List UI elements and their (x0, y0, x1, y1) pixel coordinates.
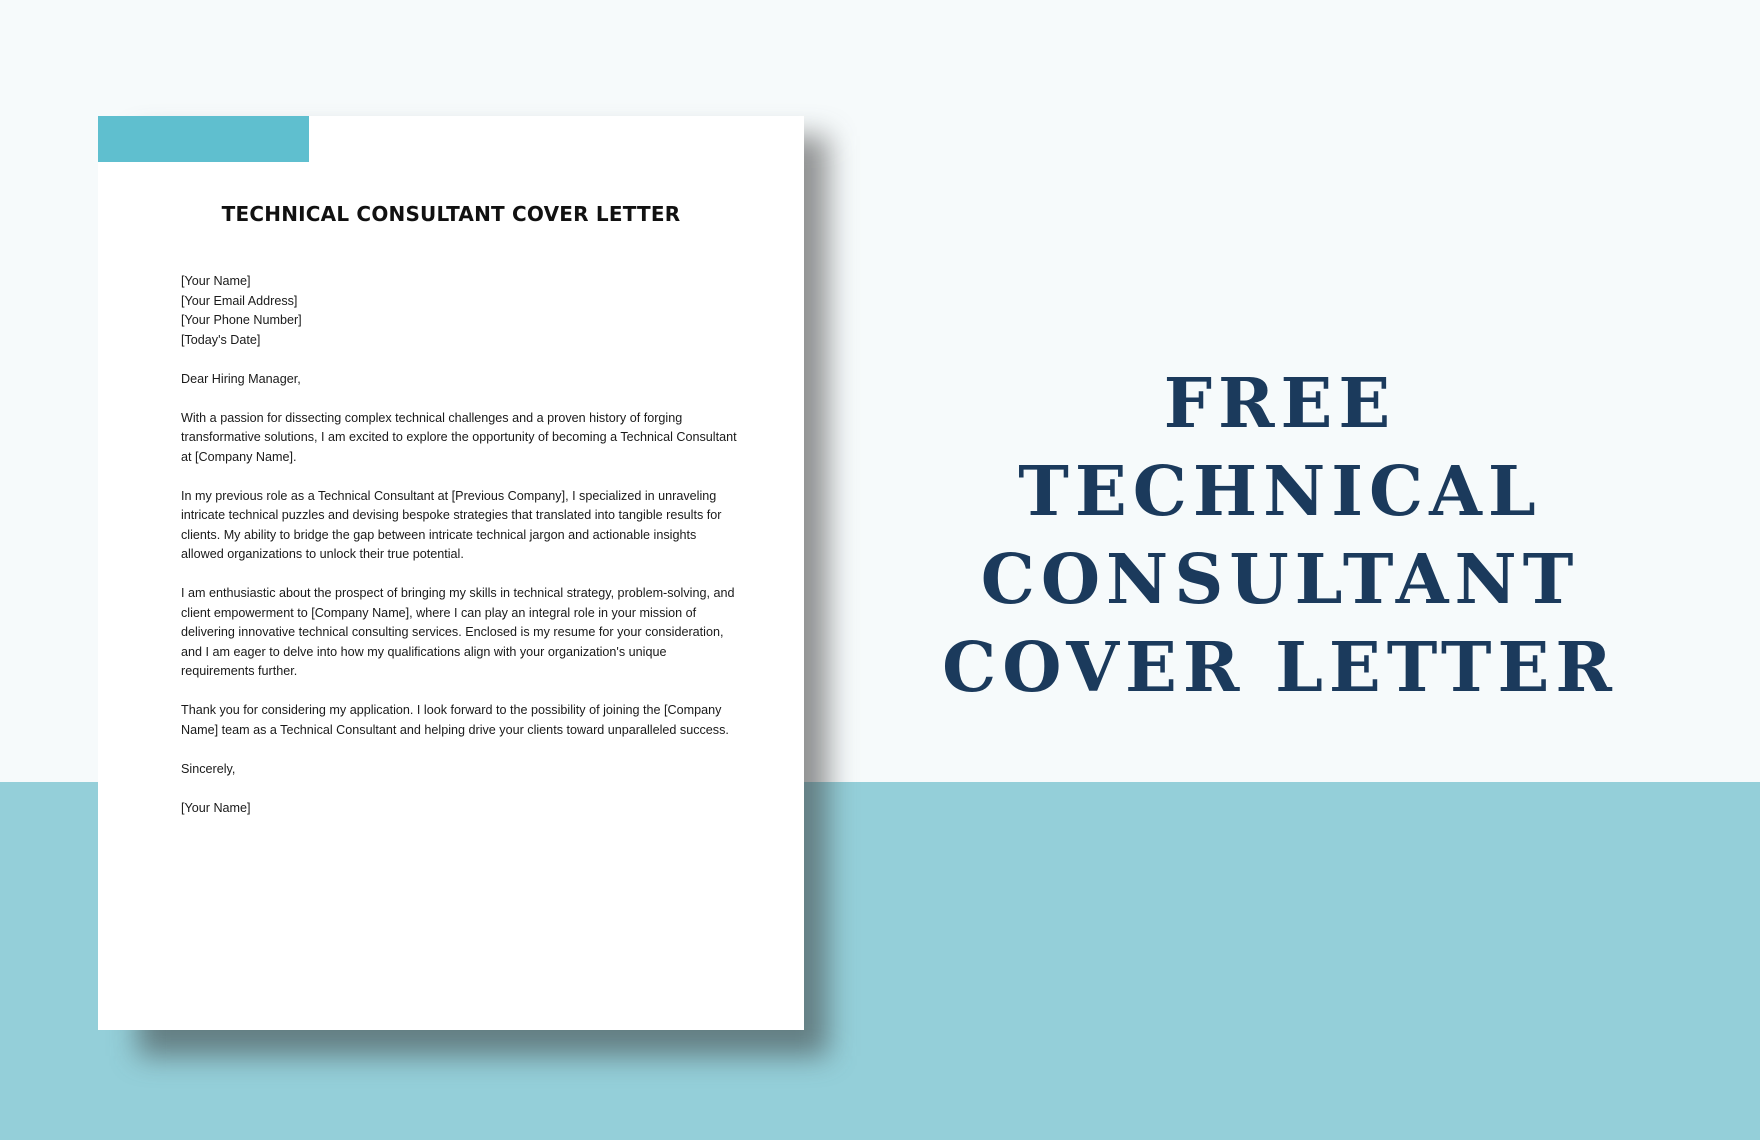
salutation: Dear Hiring Manager, (181, 371, 301, 386)
paragraph-1: With a passion for dissecting complex technical challenges and a proven history of forging transformative solutions, I am excited to explore the opportunity of becoming a Technical Consultant at [Company Name]. (181, 410, 737, 464)
hero-title (900, 360, 1660, 712)
sender-phone: [Your Phone Number] (181, 313, 302, 327)
sender-date: [Today's Date] (181, 332, 261, 347)
letter-page (98, 116, 804, 1030)
document-title: TECHNICAL CONSULTANT COVER LETTER (221, 202, 681, 226)
accent-tab (98, 116, 309, 162)
letter-body (181, 272, 741, 838)
closing: Sincerely, (181, 761, 236, 776)
signature: [Your Name] (181, 800, 251, 815)
hero-line-3: COVER LETTER (942, 628, 1618, 708)
hero-line-2: CONSULTANT (980, 540, 1580, 620)
sender-block (181, 272, 741, 350)
paragraph-3: I am enthusiastic about the prospect of bringing my skills in technical strategy, problem-solving, and client empowerment to [Company Name], where I can play an integral role in your mission of delivering innovative technical consulting services. Enclosed is my resume for your consideration, and I am eager to delve into how my qualifications align with your organization's unique requirements further. (181, 586, 735, 678)
paragraph-4: Thank you for considering my application. I look forward to the possibility of joining the [Company Name] team as a Technical Consultant and helping drive your clients toward unparalleled success. (181, 703, 729, 737)
paragraph-2: In my previous role as a Technical Consultant at [Previous Company], I specialized in unraveling intricate technical puzzles and devising bespoke strategies that translated into tangible results for clients. My ability to bridge the gap between intricate technical jargon and actionable insights allowed organizations to unlock their true potential. (181, 488, 722, 561)
hero-line-1: FREE TECHNICAL (1018, 364, 1542, 532)
sender-name: [Your Name] (181, 274, 251, 288)
sender-email: [Your Email Address] (181, 293, 298, 308)
